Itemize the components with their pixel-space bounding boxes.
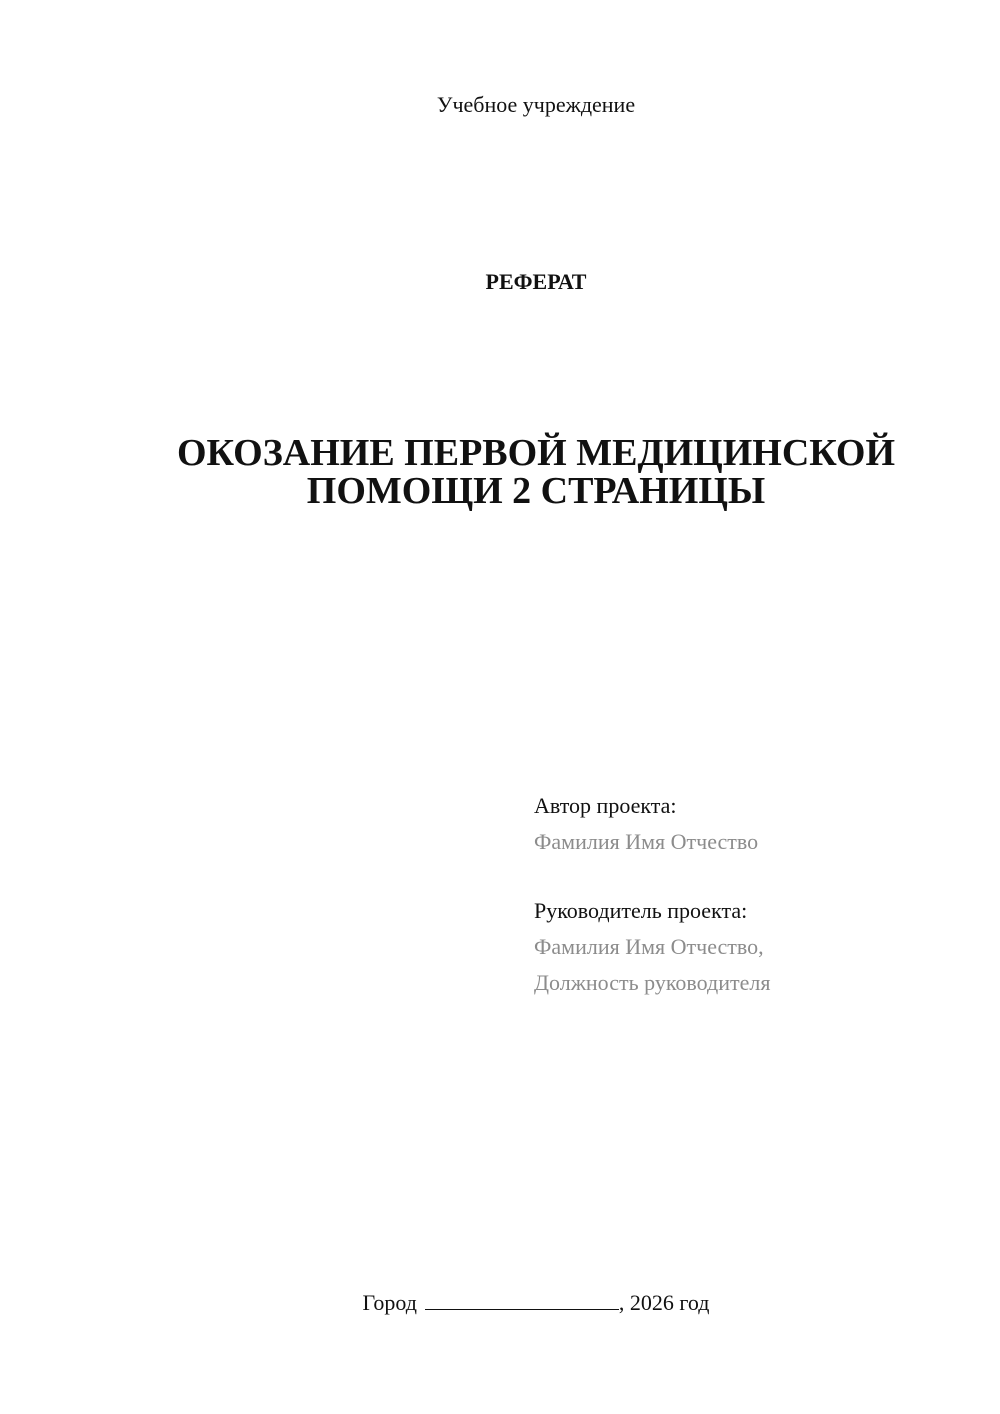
supervisor-name: Фамилия Имя Отчество, bbox=[534, 934, 764, 959]
supervisor-position: Должность руководителя bbox=[534, 970, 771, 995]
document-title-line-2: ПОМОЩИ 2 СТРАНИЦЫ bbox=[306, 470, 766, 512]
author-label: Автор проекта: bbox=[534, 793, 677, 818]
document-type: РЕФЕРАТ bbox=[485, 269, 587, 294]
year-text: , 2026 год bbox=[618, 1290, 710, 1315]
footer-city-year bbox=[0, 1288, 1000, 1318]
credits-block bbox=[534, 788, 770, 1001]
supervisor-label: Руководитель проекта: bbox=[534, 898, 748, 923]
city-label: Город bbox=[362, 1290, 417, 1315]
document-title-line-1: ОКОЗАНИЕ ПЕРВОЙ МЕДИЦИНСКОЙ bbox=[176, 432, 895, 474]
document-title bbox=[0, 434, 1000, 510]
city-blank-line bbox=[425, 1289, 619, 1310]
credits-spacer bbox=[534, 860, 770, 893]
author-name: Фамилия Имя Отчество bbox=[534, 829, 759, 854]
institution-name: Учебное учреждение bbox=[436, 92, 636, 117]
